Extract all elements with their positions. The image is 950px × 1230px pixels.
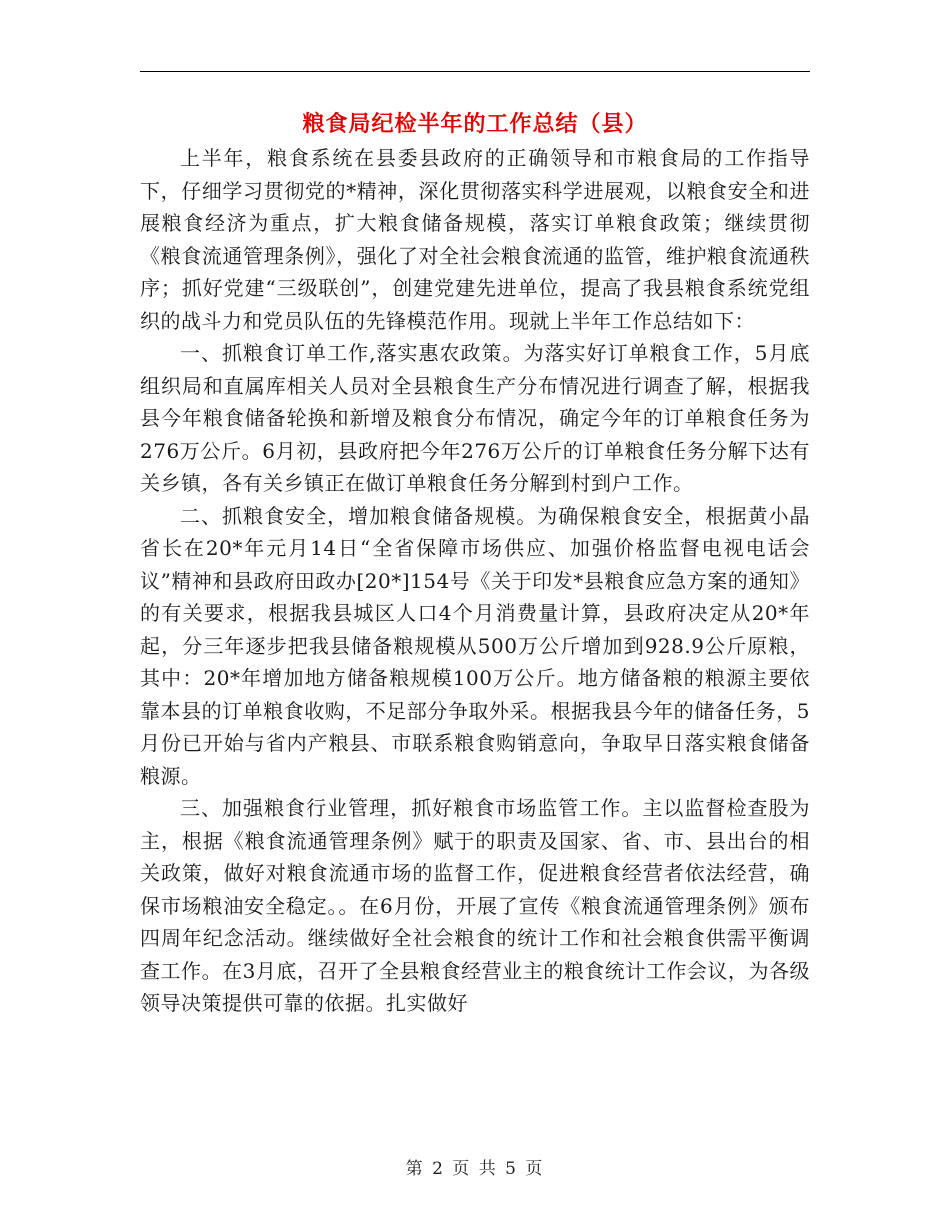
header-rule	[140, 71, 810, 72]
document-title: 粮食局纪检半年的工作总结（县）	[302, 111, 648, 137]
paragraph-intro: 上半年，粮食系统在县委县政府的正确领导和市粮食局的工作指导下，仔细学习贯彻党的*精神，深化贯彻落实科学进展观，以粮食安全和进展粮食经济为重点，扩大粮食储备规模，落实订单粮食政策；继续贯彻《粮食流通管理条例》，强化了对全社会粮食流通的监管，维护粮食流通秩序；抓好党建“三级联创”，创建党建先进单位，提高了我县粮食系统党组织的战斗力和党员队伍的先锋模范作用。现就上半年工作总结如下：	[140, 146, 810, 333]
paragraph-section-2: 二、抓粮食安全，增加粮食储备规模。为确保粮食安全，根据黄小晶省长在20*年元月14日“全省保障市场供应、加强价格监督电视电话会议”精神和县政府田政办[20*]154号《关于印发*县粮食应急方案的通知》的有关要求，根据我县城区人口4个月消费量计算，县政府决定从20*年起，分三年逐步把我县储备粮规模从500万公斤增加到928.9公斤原粮，其中：20*年增加地方储备粮规模100万公斤。地方储备粮的粮源主要依靠本县的订单粮食收购，不足部分争取外采。根据我县今年的储备任务，5月份已开始与省内产粮县、市联系粮食购销意向，争取早日落实粮食储备粮源。	[140, 503, 810, 788]
page-number-footer: 第 2 页 共 5 页	[405, 1159, 545, 1179]
paragraph-section-1: 一、抓粮食订单工作,落实惠农政策。为落实好订单粮食工作，5月底组织局和直属库相关人员对全县粮食生产分布情况进行调查了解，根据我县今年粮食储备轮换和新增及粮食分布情况，确定今年的订单粮食任务为276万公斤。6月初，县政府把今年276万公斤的订单粮食任务分解下达有关乡镇，各有关乡镇正在做订单粮食任务分解到村到户工作。	[140, 341, 810, 495]
paragraph-section-3: 三、加强粮食行业管理，抓好粮食市场监管工作。主以监督检查股为主，根据《粮食流通管理条例》赋于的职责及国家、省、市、县出台的相关政策，做好对粮食流通市场的监督工作，促进粮食经营者依法经营，确保市场粮油安全稳定。。在6月份，开展了宣传《粮食流通管理条例》颁布四周年纪念活动。继续做好全社会粮食的统计工作和社会粮食供需平衡调查工作。在3月底，召开了全县粮食经营业主的粮食统计工作会议，为各级领导决策提供可靠的依据。扎实做好	[140, 796, 810, 1015]
document-body	[140, 142, 810, 1020]
